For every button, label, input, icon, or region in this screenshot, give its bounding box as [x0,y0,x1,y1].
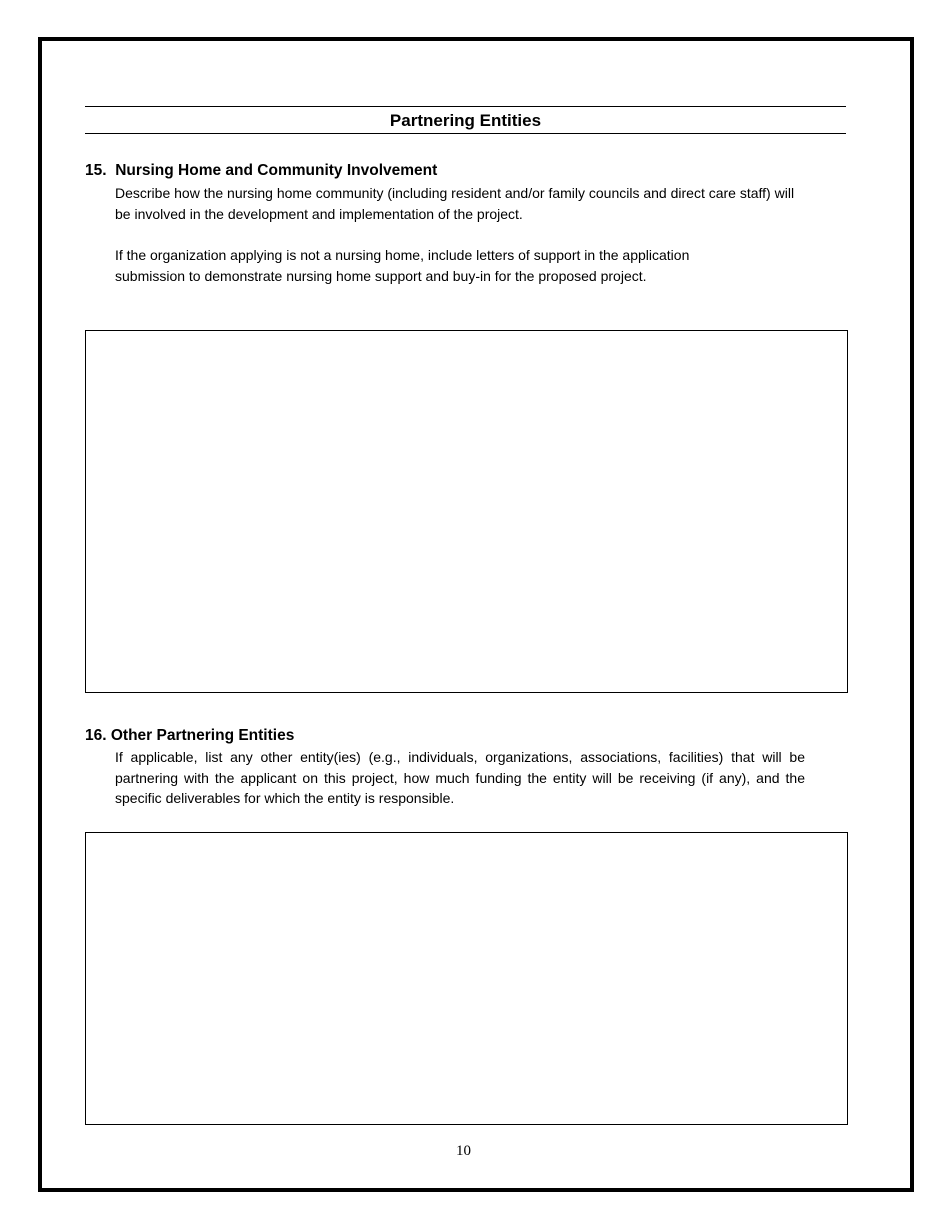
page-number: 10 [456,1143,471,1159]
question-16-description: If applicable, list any other entity(ies) (e.g., individuals, organizations, associations, facilities) that will be partnering with the applicant on this project, how much funding the entity will be receiving (if any), and the specific deliverables for which the entity is responsible. [115,749,805,806]
section-header [85,106,846,134]
question-16-title: Other Partnering Entities [110,727,295,744]
question-16-response-box[interactable] [85,832,848,1125]
question-15-description: Describe how the nursing home community (including resident and/or family councils and direct care staff) will be involved in the development and implementation of the project. [115,185,795,222]
question-15-support-note: If the organization applying is not a nursing home, include letters of support in the application submission to demonstrate nursing home support and buy-in for the proposed project. [115,247,690,284]
question-16-heading [85,727,294,745]
question-15-number: 15. [85,162,107,179]
question-15-heading [85,162,437,180]
section-title: Partnering Entities [389,111,542,130]
question-15-response-box[interactable] [85,330,848,693]
question-16-number: 16. [85,727,107,744]
question-15-title: Nursing Home and Community Involvement [115,162,438,179]
